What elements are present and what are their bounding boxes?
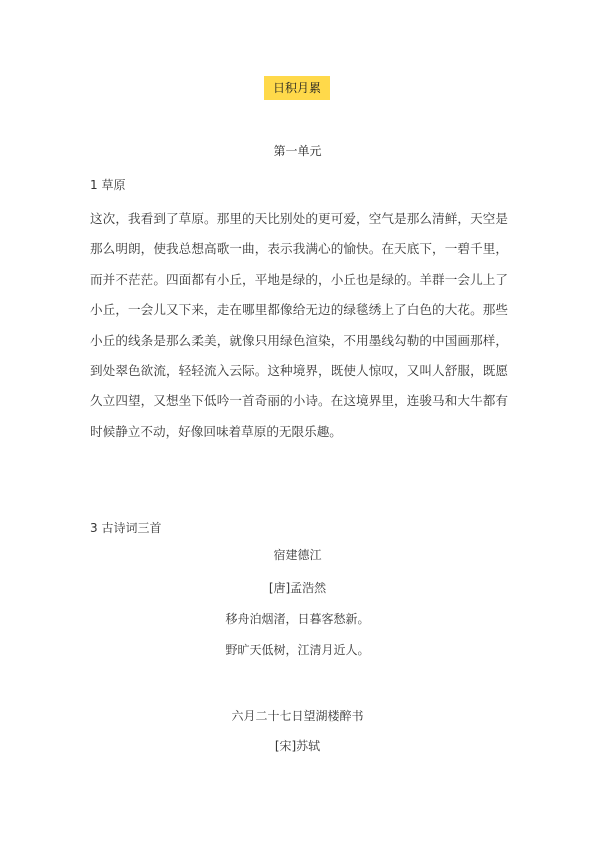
lesson-heading-grassland: 1 草原 (90, 178, 126, 192)
lesson-heading-ancient-poems: 3 古诗词三首 (90, 521, 162, 535)
poem-author: [唐]孟浩然 (268, 581, 327, 595)
poem-title: 六月二十七日望湖楼醉书 (231, 709, 364, 723)
poem-author: [宋]苏轼 (274, 739, 321, 753)
poem-title: 宿建德江 (273, 548, 322, 562)
section-badge: 日积月累 (264, 76, 330, 100)
poem-line: 移舟泊烟渚，日暮客愁新。 (225, 612, 370, 626)
lesson-body-text: 这次，我看到了草原。那里的天比别处的更可爱，空气是那么清鲜，天空是那么明朗，使我总想高歌一曲，表示我满心的愉快。在天底下，一碧千里，而并不茫茫。四面都有小丘，平地是绿的，小丘也是绿的。羊群一会儿上了小丘，一会儿又下来，走在哪里都像给无边的绿毯绣上了白色的大花。那些小丘的线条是那么柔美，就像只用绿色渲染，不用墨线勾勒的中国画那样，到处翠色欲流，轻轻流入云际。这种境界，既使人惊叹，又叫人舒服，既愿久立四望，又想坐下低吟一首奇丽的小诗。在这境界里，连骏马和大牛都有时候静立不动，好像回味着草原的无限乐趣。 (90, 211, 508, 439)
unit-title: 第一单元 (273, 144, 322, 158)
poem-line: 野旷天低树，江清月近人。 (225, 643, 370, 657)
